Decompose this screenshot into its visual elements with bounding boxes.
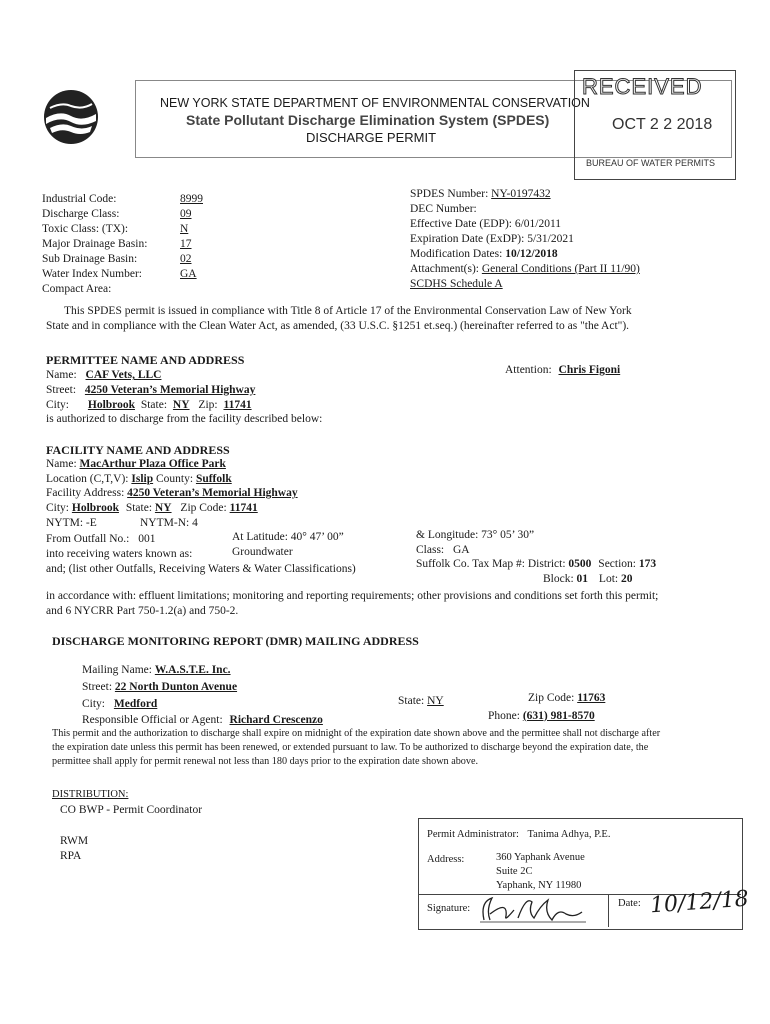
dec-label: DEC Number: [410, 203, 477, 215]
dmr-city-label: City: [82, 698, 106, 710]
outfall-number: 001 [138, 533, 156, 545]
signature-label: Signature: [427, 903, 471, 914]
received-stamp-bureau: BUREAU OF WATER PERMITS [586, 158, 716, 168]
outfall-label: From Outfall No.: [46, 533, 130, 545]
intro-line-2: State and in compliance with the Clean Water Act, as amended, (33 U.S.C. §1251 et.seq.) (hereinafter referred to as "the Act"). [46, 320, 630, 332]
facility-zip-label: Zip Code: [180, 502, 227, 514]
admin-name: Tanima Adhya, P.E. [527, 829, 611, 840]
block-lot-row [543, 573, 632, 585]
dmr-state-label: State: [398, 695, 425, 707]
expiration-line-3: permittee shall apply for permit renewal not less than 180 days prior to the expiration date shown above. [52, 756, 479, 767]
facility-heading: FACILITY NAME AND ADDRESS [46, 443, 230, 457]
industrial-code-value: 8999 [180, 193, 203, 205]
permittee-name: CAF Vets, LLC [85, 369, 162, 381]
expiration-date: Expiration Date (ExDP): 5/31/2021 [410, 233, 574, 245]
permittee-street: 4250 Veteran’s Memorial Highway [84, 384, 256, 396]
permittee-name-label: Name: [46, 369, 77, 381]
admin-address-2: Suite 2C [496, 866, 533, 877]
facility-zip: 11741 [229, 502, 258, 514]
block-value: 01 [576, 573, 589, 585]
dmr-official: Richard Crescenzo [229, 714, 323, 726]
permittee-heading: PERMITTEE NAME AND ADDRESS [46, 353, 245, 367]
block-label: Block: [543, 573, 574, 585]
dmr-official-row [82, 714, 323, 726]
water-index-label: Water Index Number: [42, 268, 142, 280]
permittee-state-label: State: [140, 399, 168, 411]
latitude: At Latitude: 40° 47’ 00” [232, 531, 344, 543]
permittee-name-row [46, 369, 161, 381]
dmr-mailing-name: W.A.S.T.E. Inc. [154, 664, 231, 676]
tax-map-label: Suffolk Co. Tax Map #: District: [416, 558, 566, 570]
attention-label: Attention: [505, 364, 552, 376]
facility-state-label: State: [125, 502, 153, 514]
water-index-value: GA [180, 268, 197, 280]
distribution-item-3: RPA [60, 850, 82, 862]
tax-district: 0500 [568, 558, 592, 570]
spdes-label: SPDES Number: [410, 188, 489, 200]
facility-address: 4250 Veteran’s Memorial Highway [127, 487, 298, 499]
permittee-street-row [46, 384, 255, 396]
dmr-street-row [82, 681, 237, 693]
permittee-zip: 11741 [223, 399, 252, 411]
doc-type: DISCHARGE PERMIT [306, 130, 437, 145]
admin-address-1: 360 Yaphank Avenue [496, 852, 585, 863]
dmr-zip-row [528, 692, 605, 704]
date-label: Date: [618, 898, 641, 909]
permittee-authorized: is authorized to discharge from the facility described below: [46, 413, 323, 425]
receiving-waters-label: into receiving waters known as: [46, 548, 193, 560]
facility-city-row [46, 502, 258, 514]
attachment-label: Attachment(s): [410, 263, 479, 275]
dmr-phone: (631) 981-8570 [522, 710, 595, 722]
modification-row [410, 248, 558, 260]
facility-name-label: Name: [46, 458, 77, 470]
facility-county-label: County: [156, 473, 194, 485]
dmr-state: NY [427, 695, 444, 707]
facility-location-row [46, 473, 232, 485]
admin-address-3: Yaphank, NY 11980 [496, 880, 582, 891]
dmr-city: Medford [113, 698, 158, 710]
attachment-row [410, 263, 640, 275]
dec-logo-icon [42, 88, 100, 146]
accordance-line-2: and 6 NYCRR Part 750-1.2(a) and 750-2. [46, 605, 239, 617]
dmr-mailing-label: Mailing Name: [82, 664, 152, 676]
compact-area-label: Compact Area: [42, 283, 112, 295]
facility-city: Holbrook [71, 502, 119, 514]
expiration-line-1: This permit and the authorization to discharge shall expire on midnight of the expiration date shown above and the permittee shall not discharge after [52, 728, 661, 739]
permittee-city-row [46, 399, 252, 411]
dmr-phone-row [488, 710, 595, 722]
facility-city-label: City: [46, 502, 70, 514]
receiving-waters: Groundwater [232, 546, 293, 558]
facility-location: Islip [131, 473, 154, 485]
lot-label: Lot: [598, 573, 619, 585]
facility-name-row [46, 458, 226, 470]
permittee-state: NY [172, 399, 190, 411]
dmr-zip: 11763 [577, 692, 606, 704]
facility-state: NY [154, 502, 172, 514]
sub-basin-label: Sub Drainage Basin: [42, 253, 138, 265]
tax-map-row [416, 558, 656, 570]
dmr-street: 22 North Dunton Avenue [114, 681, 238, 693]
other-outfalls: and; (list other Outfalls, Receiving Waters & Water Classifications) [46, 563, 356, 575]
nytm-n: NYTM-N: 4 [140, 517, 198, 529]
received-stamp-title: RECEIVED [582, 74, 703, 99]
admin-label: Permit Administrator: [427, 829, 519, 840]
expiration-line-2: the expiration date unless this permit has been renewed, or extended pursuant to law. To be authorized to discharge beyond the expiration date, the [52, 742, 649, 753]
admin-row [427, 829, 610, 840]
toxic-class-value: N [180, 223, 189, 235]
permittee-city: Holbrook [87, 399, 135, 411]
admin-address-label: Address: [427, 854, 465, 865]
permittee-zip-label: Zip: [198, 399, 218, 411]
date-handwritten: 10/12/18 [649, 886, 750, 919]
facility-location-label: Location (C,T,V): [46, 473, 129, 485]
class-value: GA [453, 544, 470, 556]
discharge-class-label: Discharge Class: [42, 208, 120, 220]
sub-basin-value: 02 [180, 253, 192, 265]
dmr-street-label: Street: [82, 681, 113, 693]
facility-name: MacArthur Plaza Office Park [79, 458, 226, 470]
dmr-state-row [398, 695, 444, 707]
distribution-item-1: CO BWP - Permit Coordinator [60, 804, 203, 816]
effective-date: Effective Date (EDP): 6/01/2011 [410, 218, 562, 230]
agency-name: NEW YORK STATE DEPARTMENT OF ENVIRONMENTAL CONSERVATION [160, 96, 590, 110]
toxic-class-label: Toxic Class: (TX): [42, 223, 129, 235]
facility-address-row [46, 487, 298, 499]
major-basin-label: Major Drainage Basin: [42, 238, 148, 250]
received-stamp-date: OCT 2 2 2018 [612, 116, 713, 133]
dmr-mailing-row [82, 664, 231, 676]
industrial-code-label: Industrial Code: [42, 193, 117, 205]
distribution-heading: DISTRIBUTION: [52, 789, 129, 800]
attachment-1: General Conditions (Part II 11/90) [481, 263, 640, 275]
class-row [416, 544, 470, 556]
accordance-line-1: in accordance with: effluent limitations; monitoring and reporting requirements; other provisions and conditions set forth this permit; [46, 590, 659, 602]
facility-address-label: Facility Address: [46, 487, 125, 499]
spdes-number: NY-0197432 [491, 188, 551, 200]
major-basin-value: 17 [180, 238, 192, 250]
distribution-item-2: RWM [60, 835, 89, 847]
signature-image [478, 892, 588, 929]
tax-section: 173 [638, 558, 657, 570]
attachment-2: SCDHS Schedule A [410, 278, 503, 290]
dmr-heading: DISCHARGE MONITORING REPORT (DMR) MAILING ADDRESS [52, 634, 419, 648]
dmr-phone-label: Phone: [488, 710, 520, 722]
date-divider [608, 895, 610, 927]
dmr-zip-label: Zip Code: [528, 692, 575, 704]
lot-value: 20 [620, 573, 633, 585]
modification-date: 10/12/2018 [505, 248, 558, 260]
facility-county: Suffolk [195, 473, 232, 485]
class-label: Class: [416, 544, 445, 556]
dmr-city-row [82, 698, 157, 710]
system-name: State Pollutant Discharge Elimination System (SPDES) [186, 112, 550, 128]
dmr-official-label: Responsible Official or Agent: [82, 714, 223, 726]
nytm-e: NYTM: -E [46, 517, 97, 529]
permittee-city-label: City: [46, 399, 70, 411]
modification-label: Modification Dates: [410, 248, 503, 260]
attention-row [505, 364, 620, 376]
outfall-row [46, 533, 156, 545]
permittee-street-label: Street: [46, 384, 77, 396]
longitude: & Longitude: 73° 05’ 30” [416, 529, 535, 541]
attention-name: Chris Figoni [558, 364, 621, 376]
intro-line-1: This SPDES permit is issued in compliance with Title 8 of Article 17 of the Environmental Conservation Law of New York [64, 305, 632, 317]
tax-section-label: Section: [598, 558, 636, 570]
spdes-number-row [410, 188, 551, 200]
discharge-class-value: 09 [180, 208, 192, 220]
